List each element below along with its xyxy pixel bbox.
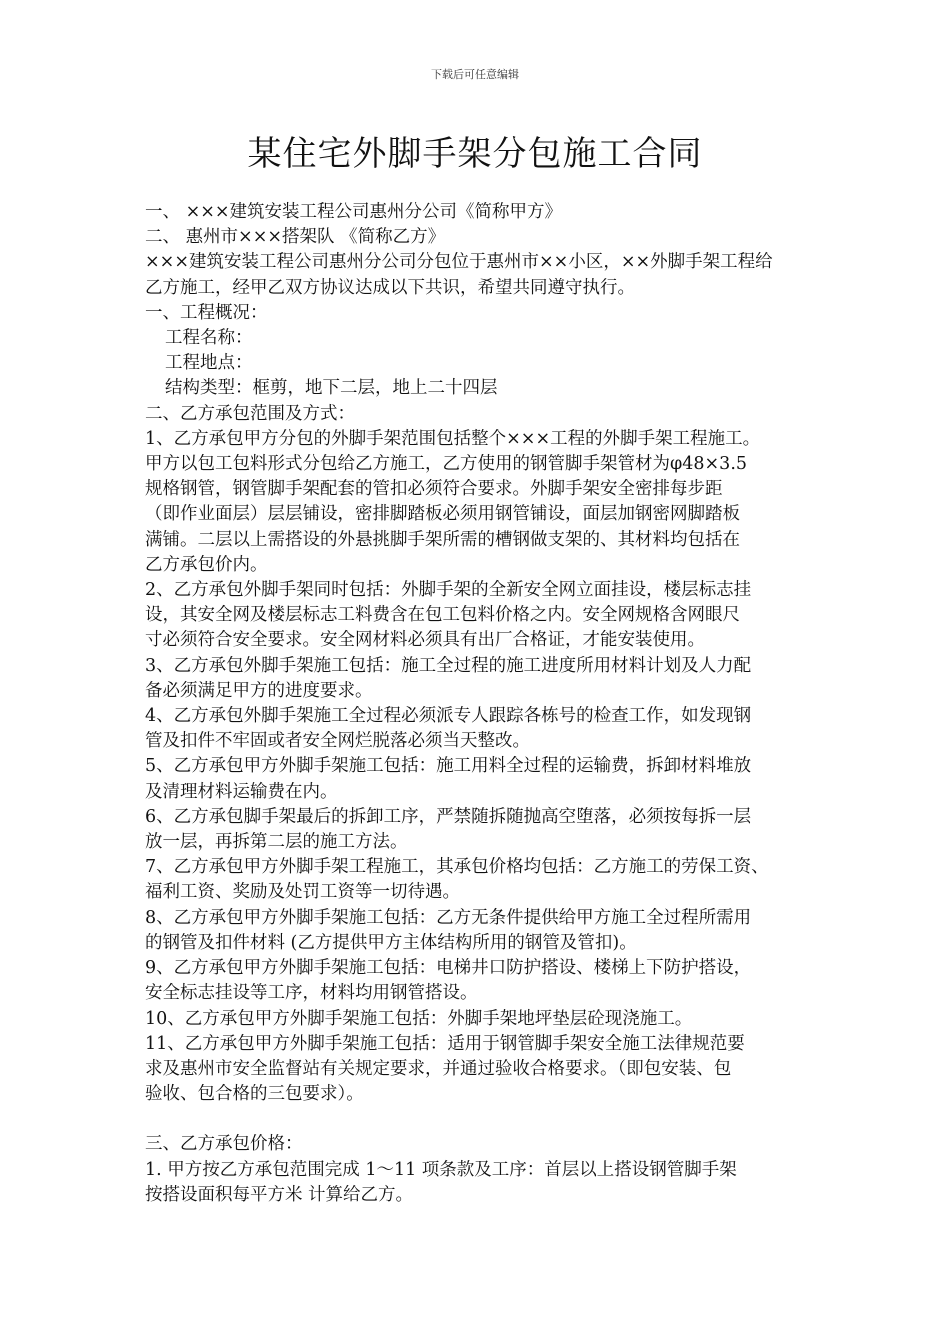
document-line: 2、乙方承包外脚手架同时包括：外脚手架的全新安全网立面挂设，楼层标志挂 (145, 580, 752, 601)
document-line: 寸必须符合安全要求。安全网材料必须具有出厂合格证，才能安装使用。 (145, 630, 705, 651)
document-line: 福利工资、奖励及处罚工资等一切待遇。 (145, 882, 460, 903)
document-line: 8、乙方承包甲方外脚手架施工包括：乙方无条件提供给甲方施工全过程所需用 (145, 907, 752, 928)
document-line: 按搭设面积每平方米 计算给乙方。 (145, 1184, 414, 1205)
document-line: 求及惠州市安全监督站有关规定要求，并通过验收合格要求。（即包安装、包 (145, 1058, 732, 1079)
document-line: 7、乙方承包甲方外脚手架工程施工，其承包价格均包括：乙方施工的劳保工资、 (145, 857, 769, 878)
document-line: 4、乙方承包外脚手架施工全过程必须派专人跟踪各栋号的检查工作，如发现钢 (145, 706, 752, 727)
document-line: 11、乙方承包甲方外脚手架施工包括：适用于钢管脚手架安全施工法律规范要 (145, 1033, 745, 1054)
document-line: 规格钢管，钢管脚手架配套的管扣必须符合要求。外脚手架安全密排每步距 (145, 479, 723, 500)
document-line: ×××建筑安装工程公司惠州分公司分包位于惠州市××小区，××外脚手架工程给 (145, 252, 773, 273)
document-line: 及清理材料运输费在内。 (145, 781, 338, 802)
document-line: 放一层，再拆第二层的施工方法。 (145, 832, 408, 853)
document-line: 6、乙方承包脚手架最后的拆卸工序，严禁随拆随抛高空堕落，必须按每拆一层 (145, 806, 752, 827)
document-title: 某住宅外脚手架分包施工合同 (247, 134, 703, 174)
document-line: 工程名称： (165, 328, 253, 349)
document-line: 工程地点： (165, 353, 253, 374)
document-line: 甲方以包工包料形式分包给乙方施工，乙方使用的钢管脚手架管材为φ48×3.5 (145, 454, 748, 475)
document-line: 二、乙方承包范围及方式： (145, 403, 355, 424)
document-line: 结构类型：框剪，地下二层，地上二十四层 (165, 378, 498, 399)
document-line: 的钢管及扣件材料 (乙方提供甲方主体结构所用的钢管及管扣)。 (145, 932, 637, 953)
document-line: （即作业面层）层层铺设，密排脚踏板必须用钢管铺设，面层加钢密网脚踏板 (145, 504, 740, 525)
page-header: 下载后可任意编辑 (431, 68, 519, 81)
document-line: 管及扣件不牢固或者安全网烂脱落必须当天整改。 (145, 731, 530, 752)
document-line: 10、乙方承包甲方外脚手架施工包括：外脚手架地坪垫层砼现浇施工。 (145, 1008, 693, 1029)
document-line: 备必须满足甲方的进度要求。 (145, 680, 373, 701)
document-line: 安全标志挂设等工序，材料均用钢管搭设。 (145, 983, 478, 1004)
blank-line (145, 1107, 825, 1132)
document-line: 3、乙方承包外脚手架施工包括：施工全过程的施工进度所用材料计划及人力配 (145, 655, 752, 676)
document-line: 1. 甲方按乙方承包范围完成 1～11 项条款及工序：首层以上搭设钢管脚手架 (145, 1159, 737, 1180)
document-line: 满铺。二层以上需搭设的外悬挑脚手架所需的槽钢做支架的、其材料均包括在 (145, 529, 740, 550)
document-line: 1、乙方承包甲方分包的外脚手架范围包括整个×××工程的外脚手架工程施工。 (145, 428, 761, 449)
document-line: 设，其安全网及楼层标志工料费含在包工包料价格之内。安全网规格含网眼尺 (145, 605, 740, 626)
document-body (145, 200, 825, 1208)
document-line: 5、乙方承包甲方外脚手架施工包括：施工用料全过程的运输费，拆卸材料堆放 (145, 756, 752, 777)
document-line: 二、 惠州市×××搭架队 《简称乙方》 (145, 227, 446, 248)
document-line: 一、工程概况： (145, 302, 268, 323)
document-line: 乙方承包价内。 (145, 554, 268, 575)
document-line: 三、乙方承包价格： (145, 1134, 303, 1155)
document-line: 乙方施工，经甲乙双方协议达成以下共识，希望共同遵守执行。 (145, 277, 635, 298)
document-line: 9、乙方承包甲方外脚手架施工包括：电梯井口防护搭设、楼梯上下防护搭设， (145, 958, 752, 979)
document-line: 验收、包合格的三包要求）。 (145, 1084, 364, 1105)
document-line: 一、 ×××建筑安装工程公司惠州分公司《简称甲方》 (145, 202, 563, 222)
